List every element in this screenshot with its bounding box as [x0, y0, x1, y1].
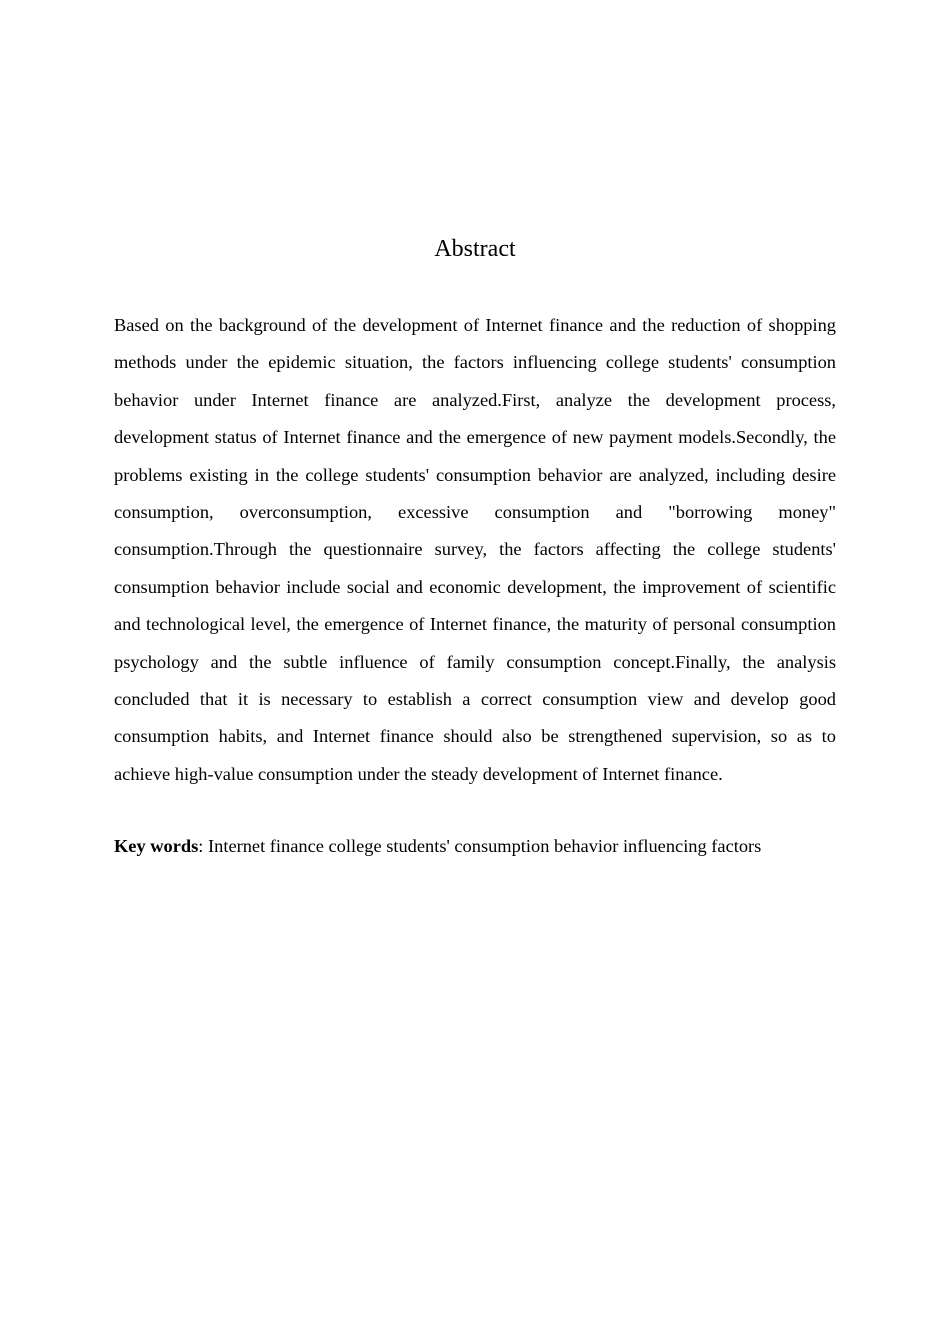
abstract-body: Based on the background of the development of Internet finance and the reduction of shopping methods under the epidemic situation, the factors influencing college students' consumption behavior under Internet finance are analyzed.First, analyze the development process, development status of Internet finance and the emergence of new payment models.Secondly, the problems existing in the college students' consumption behavior are analyzed, including desire consumption, overconsumption, excessive consumption and "borrowing money" consumption.Through the questionnaire survey, the factors affecting the college students' consumption behavior include social and economic development, the improvement of scientific and technological level, the emergence of Internet finance, the maturity of personal consumption psychology and the subtle influence of family consumption concept.Finally, the analysis concluded that it is necessary to establish a correct consumption view and develop good consumption habits, and Internet finance should also be strengthened supervision, so as to achieve high-value consumption under the steady development of Internet finance. — [114, 315, 836, 784]
keywords-line — [114, 831, 836, 862]
abstract-title: Abstract — [434, 236, 516, 262]
keywords-text: Internet finance college students' consumption behavior influencing factors — [208, 836, 762, 856]
keywords-label: Key words — [114, 836, 199, 856]
keywords-separator: : — [198, 836, 209, 856]
